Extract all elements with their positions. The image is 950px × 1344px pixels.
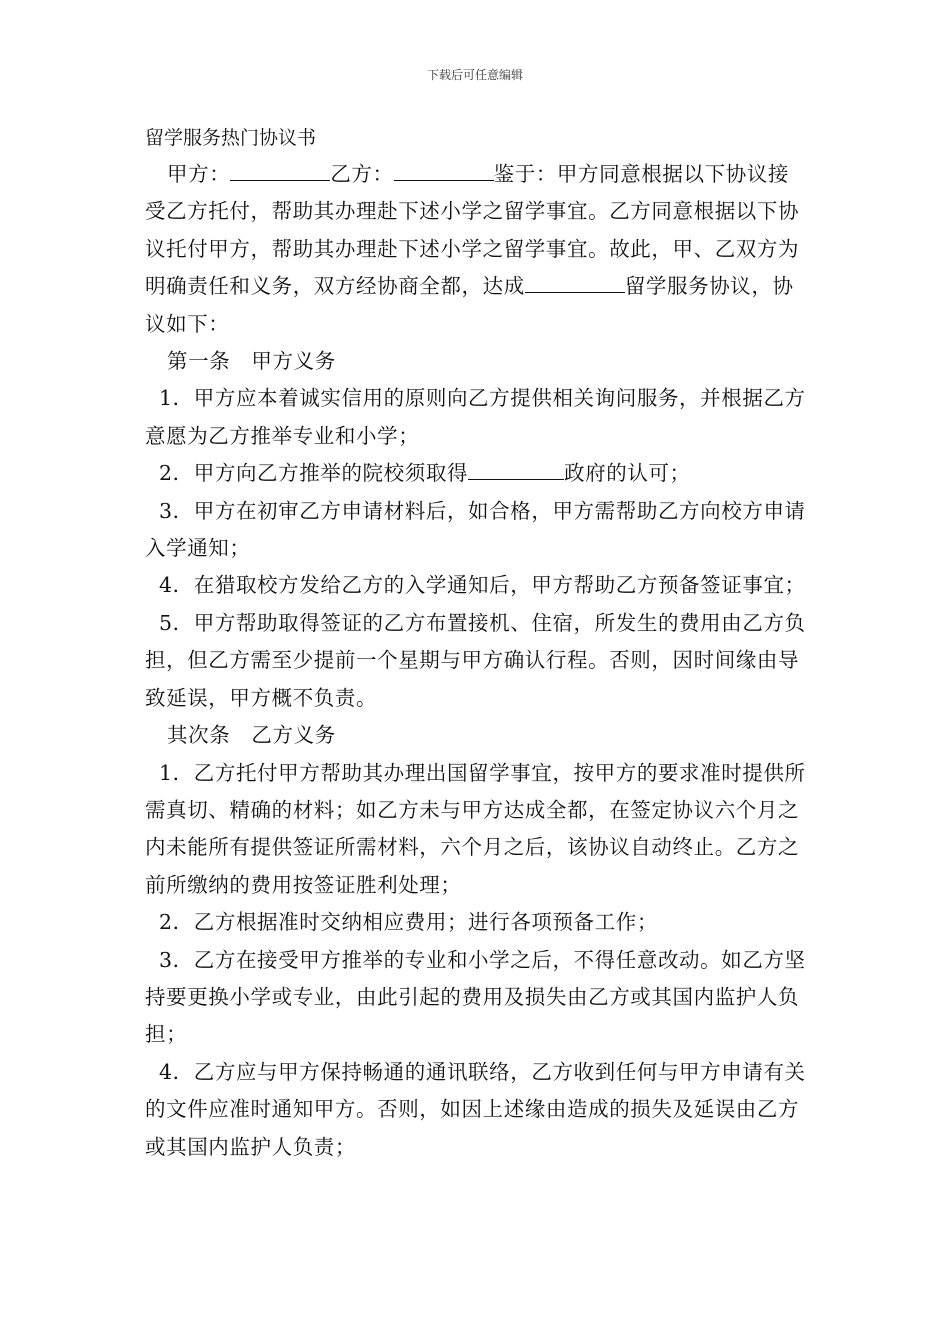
party-b-label: 乙方： <box>330 162 394 186</box>
whereas-end-text: 留学服务协议，协议如下： <box>145 274 794 336</box>
party-b-blank <box>394 162 494 181</box>
article-2-item-4: 4．乙方应与甲方保持畅通的通讯联络，乙方收到任何与甲方申请有关的文件应准时通知甲方。否则，如因上述缘由造成的损失及延误由乙方或其国内监护人负责； <box>145 1059 806 1159</box>
document-body <box>145 120 810 1166</box>
article-1-heading: 第一条 甲方义务 <box>167 349 336 374</box>
article-1-item-2-text: 2．甲方向乙方推举的院校须取得 <box>159 461 469 486</box>
intro-paragraph <box>145 156 810 343</box>
whereas-text: 鉴于：甲方同意根据以下协议接受乙方托付，帮助其办理赴下述小学之留学事宜。乙方同意根据以下协议托付甲方，帮助其办理赴下述小学之留学事宜。故此，甲、乙双方为明确责任和义务，双方经协商全都，达成 <box>145 162 800 299</box>
party-a-blank <box>230 162 330 181</box>
document-title: 留学服务热门协议书 <box>145 127 317 149</box>
article-2-heading: 其次条 乙方义务 <box>167 723 336 748</box>
government-blank <box>468 461 564 480</box>
agreement-name-blank <box>525 274 625 293</box>
article-1-item-5: 5．甲方帮助取得签证的乙方布置接机、住宿，所发生的费用由乙方负担，但乙方需至少提前一个星期与甲方确认行程。否则，因时间缘由导致延误，甲方概不负责。 <box>145 610 806 710</box>
article-1-item-2-end: 政府的认可； <box>564 461 691 486</box>
page-header-note: 下载后可任意编辑 <box>426 68 523 82</box>
article-1-item-3: 3．甲方在初审乙方申请材料后，如合格，甲方需帮助乙方向校方申请入学通知； <box>145 498 806 561</box>
article-2-item-3: 3．乙方在接受甲方推举的专业和小学之后，不得任意改动。如乙方坚持要更换小学或专业，由此引起的费用及损失由乙方或其国内监护人负担； <box>145 947 806 1047</box>
article-1-item-4: 4．在猎取校方发给乙方的入学通知后，甲方帮助乙方预备签证事宜； <box>159 573 806 598</box>
article-2-item-1: 1．乙方托付甲方帮助其办理出国留学事宜，按甲方的要求准时提供所需真切、精确的材料；如乙方未与甲方达成全都，在签定协议六个月之内未能所有提供签证所需材料，六个月之后，该协议自动终止。乙方之前所缴纳的费用按签证胜利处理； <box>145 760 806 897</box>
article-2-item-2: 2．乙方根据准时交纳相应费用；进行各项预备工作； <box>159 910 658 935</box>
party-a-label: 甲方： <box>167 162 231 186</box>
article-1-item-2 <box>145 455 810 492</box>
article-1-item-1: 1．甲方应本着诚实信用的原则向乙方提供相关询问服务，并根据乙方意愿为乙方推举专业和小学； <box>145 386 806 448</box>
